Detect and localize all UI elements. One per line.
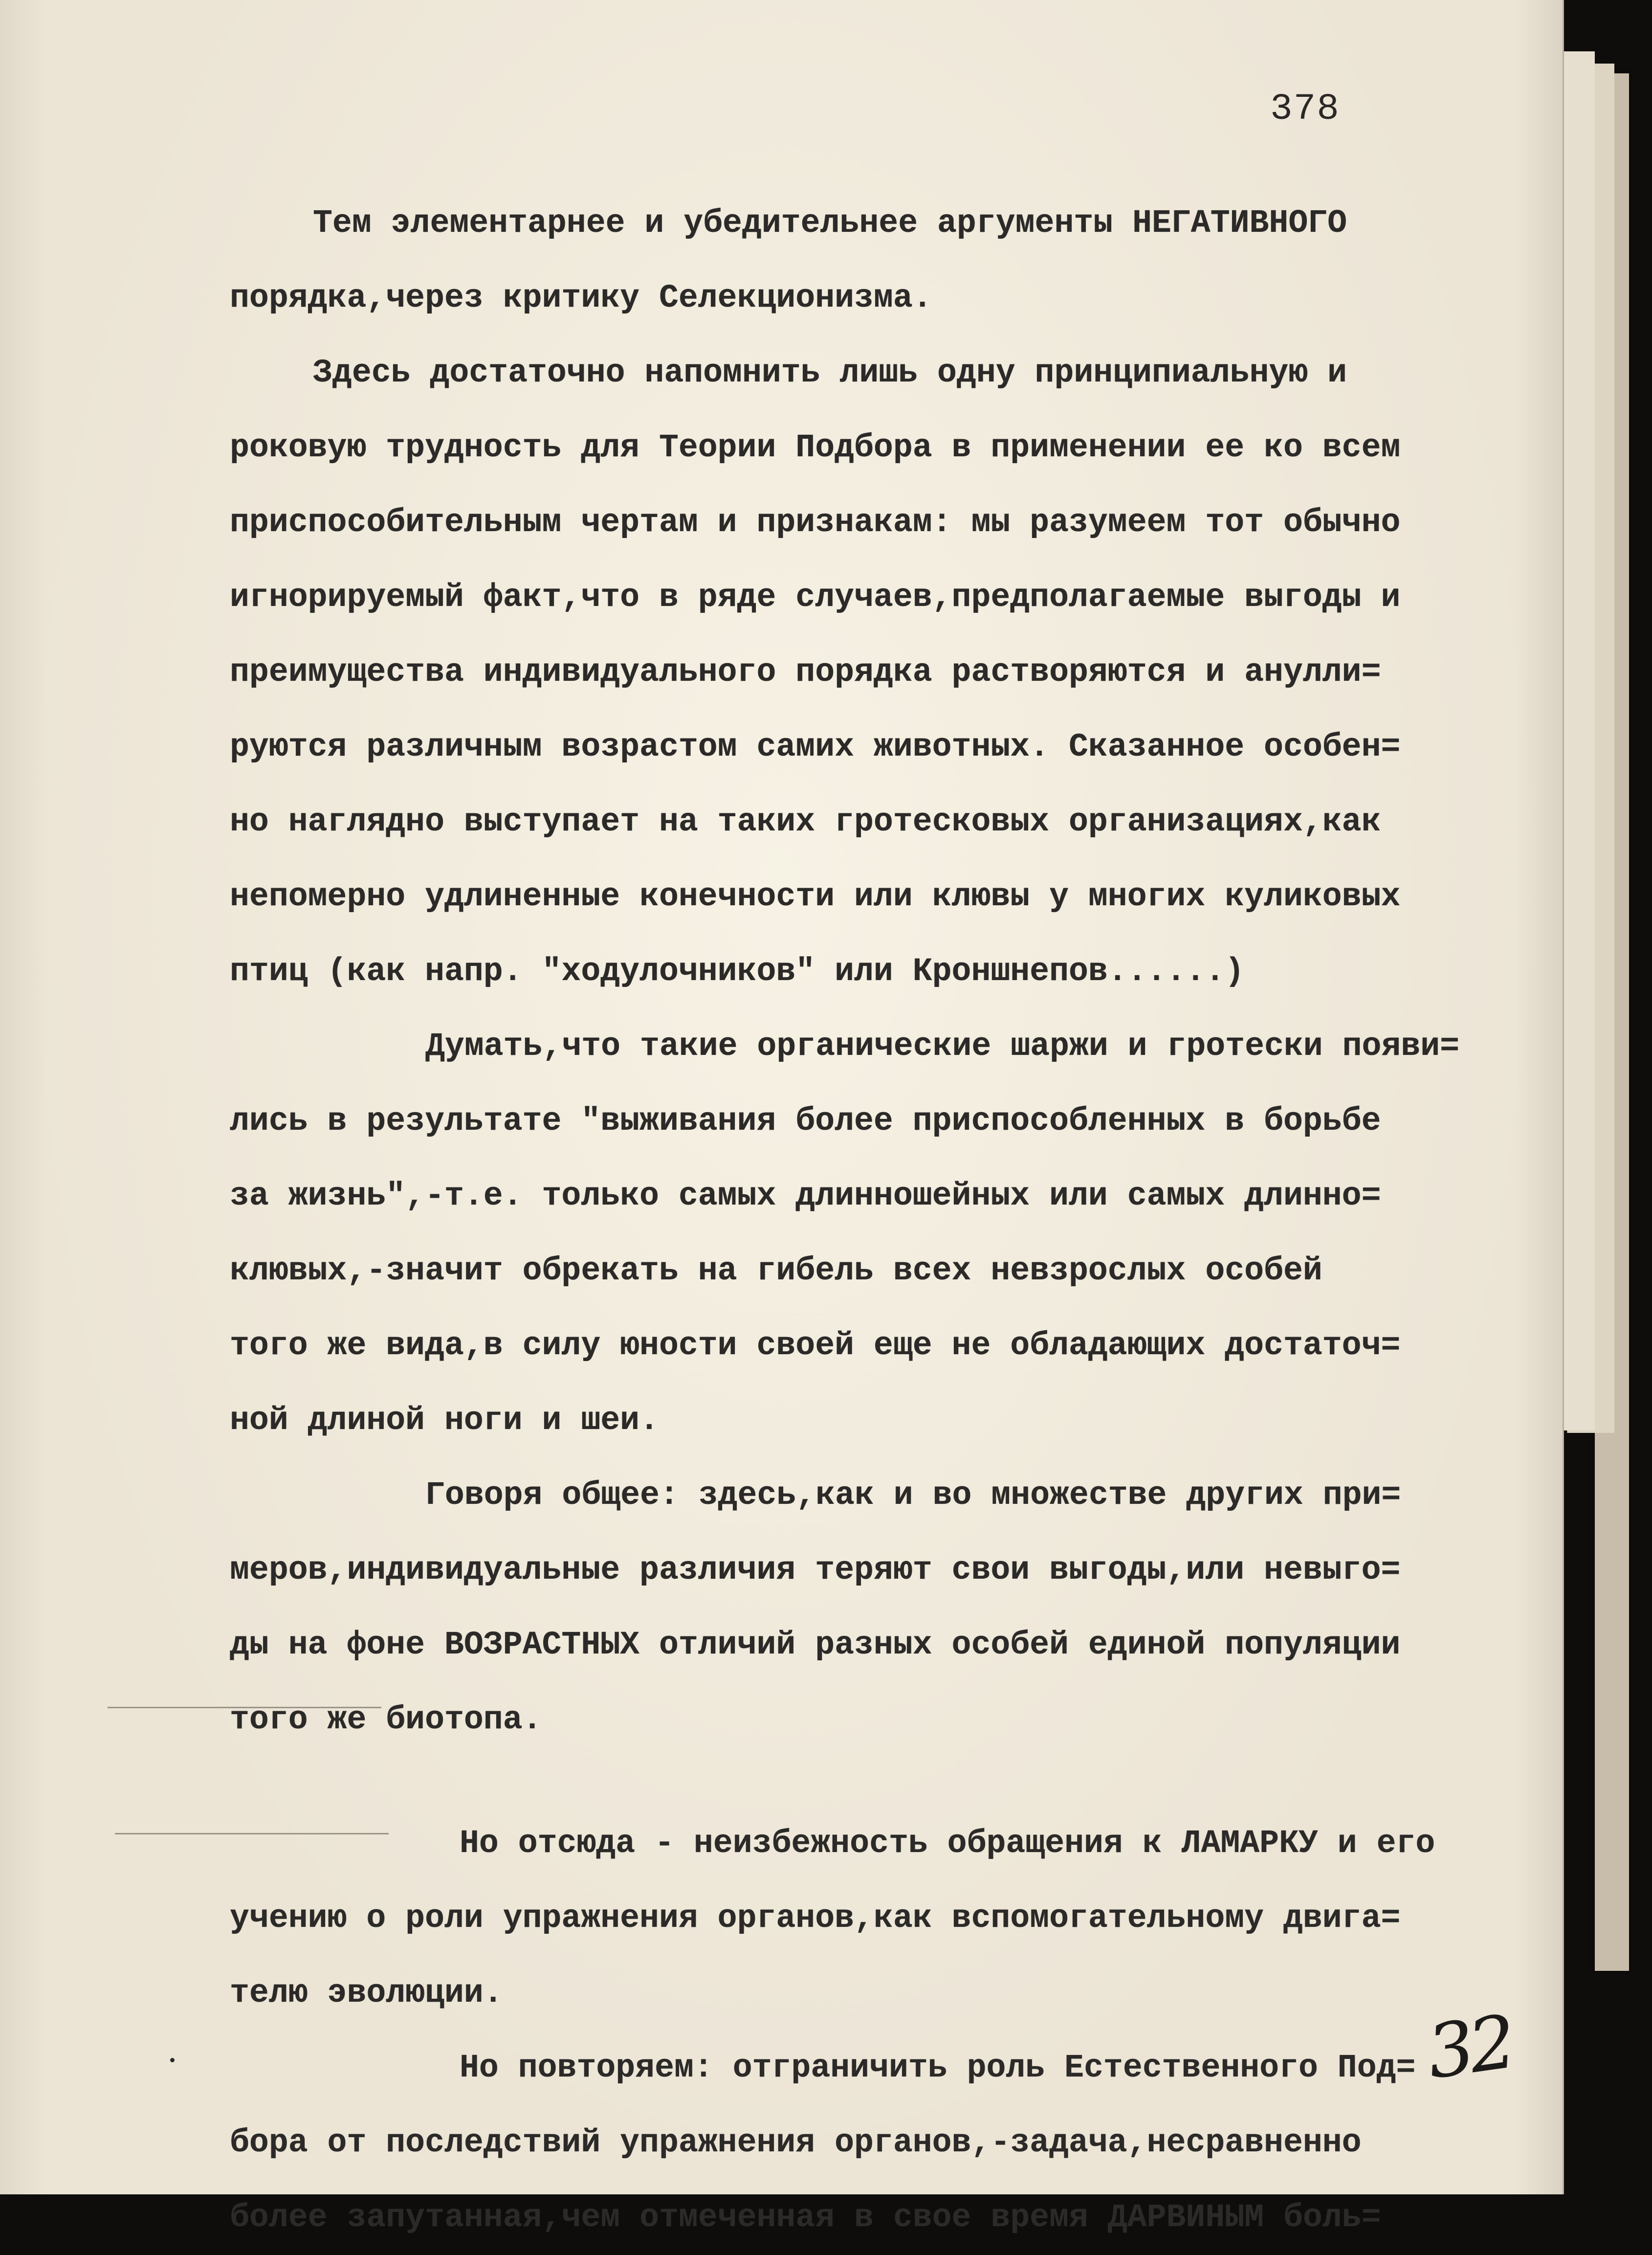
page-number: 378 — [1270, 88, 1340, 130]
text-line: того же вида,в силу юности своей еще не обладающих достаточ= — [230, 1327, 1401, 1364]
text-line: но наглядно выступает на таких гротесковых организациях,как — [230, 804, 1381, 840]
text-line: ной длиной ноги и шеи. — [230, 1402, 659, 1439]
handwritten-folio-number: 32 — [1422, 1999, 1517, 2096]
body-text — [230, 186, 1511, 2255]
text-line: бора от последствий упражнения органов,-задача,несравненно — [230, 2124, 1362, 2161]
paragraph-gap — [230, 1757, 1511, 1806]
text-line: Здесь достаточно напомнить лишь одну принципиальную и — [313, 355, 1347, 391]
text-line: учению о роли упражнения органов,как вспомогательному двига= — [230, 1900, 1401, 1937]
text-line: Тем элементарнее и убедительнее аргументы НЕГАТИВНОГО — [313, 205, 1347, 242]
text-line: клювых,-значит обрекать на гибель всех невзрослых особей — [230, 1252, 1322, 1289]
text-line: меров,индивидуальные различия теряют свои выгоды,или невыго= — [230, 1552, 1401, 1588]
text-line: за жизнь",-т.е. только самых длинношейных или самых длинно= — [230, 1178, 1381, 1214]
text-line: игнорируемый факт,что в ряде случаев,предполагаемые выгоды и — [230, 579, 1401, 616]
text-line: телю эволюции. — [230, 1975, 503, 2011]
text-line: Но повторяем: отграничить роль Естественного Под= — [460, 2050, 1416, 2086]
text-line: порядка,через критику Селекционизма. — [230, 280, 932, 316]
ink-dot — [170, 2058, 175, 2062]
text-line: руются различным возрастом самих животных. Сказанное особен= — [230, 729, 1401, 765]
text-line: Но отсюда - неизбежность обращения к ЛАМАРКУ и его — [460, 1825, 1435, 1862]
text-line: роковую трудность для Теории Подбора в применении ее ко всем — [230, 429, 1401, 466]
text-line: Говоря общее: здесь,как и во множестве других при= — [425, 1477, 1401, 1514]
text-line: более запутанная,чем отмеченная в свое время ДАРВИНЫМ боль= — [230, 2199, 1381, 2236]
text-line: приспособительным чертам и признакам: мы разумеем тот обычно — [230, 504, 1401, 541]
text-line: того же биотопа. — [230, 1701, 542, 1738]
text-line: преимущества индивидуального порядка растворяются и анулли= — [230, 654, 1381, 691]
text-line: лись в результате "выживания более приспособленных в борьбе — [230, 1103, 1381, 1139]
text-line: ды на фоне ВОЗРАСТНЫХ отличий разных особей единой популяции — [230, 1627, 1401, 1663]
text-line: птиц (как напр. "ходулочников" или Кроншнепов......) — [230, 953, 1245, 990]
text-line: Думать,что такие органические шаржи и гротески появи= — [425, 1028, 1460, 1065]
text-line: непомерно удлиненные конечности или клювы у многих куликовых — [230, 878, 1401, 915]
